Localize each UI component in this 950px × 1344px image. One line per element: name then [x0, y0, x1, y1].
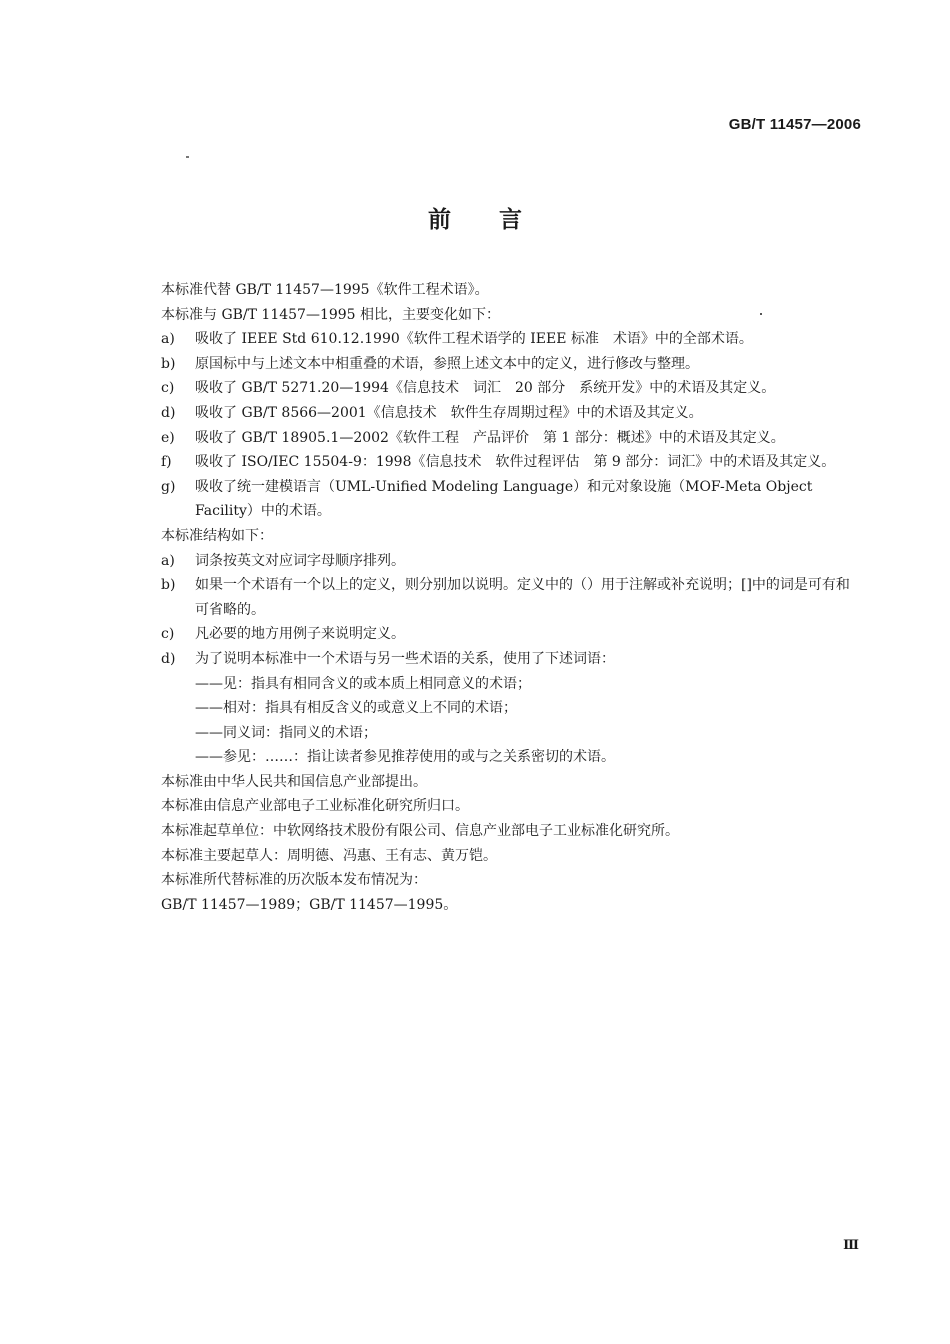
list-text: 吸收了 GB/T 18905.1—2002《软件工程 产品评价 第 1 部分：概述》中的术语及其定义。 — [195, 429, 785, 446]
intro-line: 本标准代替 GB/T 11457—1995《软件工程术语》。 — [161, 282, 489, 298]
closing-line: GB/T 11457—1989；GB/T 11457—1995。 — [161, 896, 458, 913]
foreword-body — [161, 278, 863, 917]
page-number: Ⅲ — [843, 1238, 859, 1253]
change-item — [161, 352, 863, 377]
closing-line: 本标准由中华人民共和国信息产业部提出。 — [161, 773, 427, 790]
list-text: 吸收了 GB/T 5271.20—1994《信息技术 词汇 20 部分 系统开发》中的术语及其定义。 — [195, 380, 776, 397]
list-text: 凡必要的地方用例子来说明定义。 — [195, 626, 405, 643]
list-text: 吸收了 IEEE Std 610.12.1990《软件工程术语学的 IEEE 标准 术语》中的全部术语。 — [195, 331, 753, 348]
intro-line: 本标准与 GB/T 11457—1995 相比，主要变化如下： — [161, 306, 501, 323]
standard-code: GB/T 11457—2006 — [728, 116, 861, 133]
list-marker: f) — [161, 454, 172, 471]
list-text: 词条按英文对应词字母顺序排列。 — [195, 552, 405, 569]
list-marker: a) — [161, 331, 175, 348]
change-item — [161, 401, 863, 426]
scan-speck — [186, 156, 189, 158]
list-text: 原国标中与上述文本中相重叠的术语，参照上述文本中的定义，进行修改与整理。 — [195, 355, 699, 372]
list-text: 如果一个术语有一个以上的定义，则分别加以说明。定义中的（）用于注解或补充说明；[]中的词是可有和可省略的。 — [195, 577, 850, 618]
list-marker: b) — [161, 577, 176, 594]
structure-item — [161, 647, 863, 672]
list-marker: b) — [161, 355, 176, 372]
list-text: 吸收了 GB/T 8566—2001《信息技术 软件生存周期过程》中的术语及其定义。 — [195, 404, 703, 421]
list-text: 为了说明本标准中一个术语与另一些术语的关系，使用了下述词语： — [195, 650, 615, 667]
list-marker: c) — [161, 626, 175, 643]
relation-term: ——相对：指具有相反含义的或意义上不同的术语； — [195, 700, 517, 717]
structure-item — [161, 622, 863, 647]
page-title: 前言 — [428, 207, 570, 233]
list-text: 吸收了统一建模语言（UML-Unified Modeling Language）和元对象设施（MOF-Meta Object Facility）中的术语。 — [195, 478, 813, 520]
structure-item — [161, 573, 863, 622]
list-text: 吸收了 ISO/IEC 15504-9：1998《信息技术 软件过程评估 第 9 部分：词汇》中的术语及其定义。 — [195, 454, 836, 471]
closing-line: 本标准所代替标准的历次版本发布情况为： — [161, 872, 427, 889]
closing-line: 本标准起草单位：中软网络技术股份有限公司、信息产业部电子工业标准化研究所。 — [161, 823, 679, 840]
list-marker: a) — [161, 552, 175, 569]
structure-heading: 本标准结构如下： — [161, 527, 273, 544]
relation-term: ——同义词：指同义的术语； — [195, 724, 377, 741]
change-item — [161, 450, 863, 475]
change-item — [161, 376, 863, 401]
change-item — [161, 327, 863, 352]
list-marker: d) — [161, 404, 176, 421]
list-marker: d) — [161, 650, 176, 667]
list-marker: c) — [161, 380, 175, 397]
change-item — [161, 475, 863, 524]
change-item — [161, 426, 863, 451]
closing-line: 本标准由信息产业部电子工业标准化研究所归口。 — [161, 798, 469, 815]
relation-term: ——见：指具有相同含义的或本质上相同意义的术语； — [195, 675, 531, 692]
list-marker: e) — [161, 429, 175, 446]
structure-item — [161, 549, 863, 574]
closing-line: 本标准主要起草人：周明德、冯惠、王有志、黄万铠。 — [161, 847, 497, 864]
list-marker: g) — [161, 478, 176, 495]
relation-term: ——参见：……：指让读者参见推荐使用的或与之关系密切的术语。 — [195, 749, 615, 766]
